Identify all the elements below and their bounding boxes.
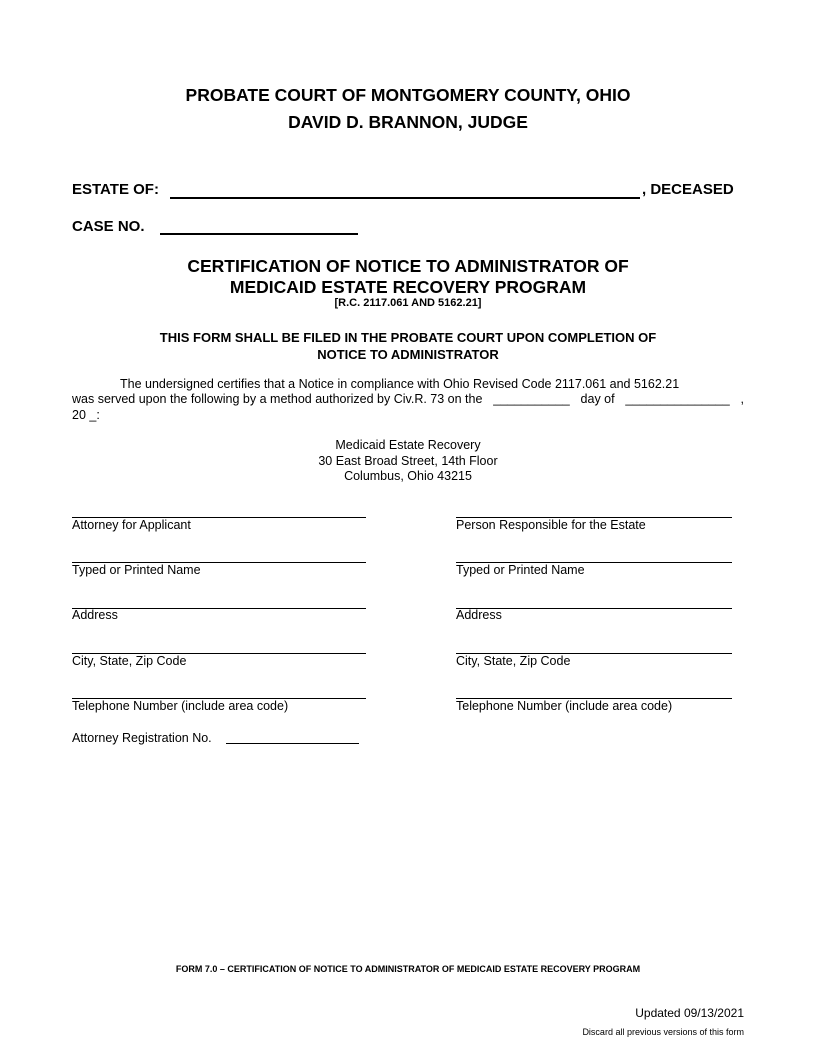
- year-field[interactable]: 20 _:: [72, 408, 100, 422]
- attorney-phone-label: Telephone Number (include area code): [72, 699, 289, 713]
- footer-form-title: FORM 7.0 – CERTIFICATION OF NOTICE TO ADMINISTRATOR OF MEDICAID ESTATE RECOVERY PROGRAM: [175, 964, 641, 974]
- recipient-street: 30 East Broad Street, 14th Floor: [318, 454, 498, 468]
- deceased-label: , DECEASED: [642, 181, 734, 198]
- discard-notice: Discard all previous versions of this form: [582, 1027, 744, 1037]
- form-title-line2: MEDICAID ESTATE RECOVERY PROGRAM: [229, 277, 587, 297]
- recipient-city: Columbus, Ohio 43215: [344, 469, 472, 483]
- estate-name-field[interactable]: [170, 197, 640, 199]
- day-of-text: day of: [580, 392, 615, 406]
- filing-instruction-line1: THIS FORM SHALL BE FILED IN THE PROBATE COURT UPON COMPLETION OF: [159, 330, 657, 345]
- responsible-person-address-label: Address: [456, 608, 502, 622]
- case-number-label: CASE NO.: [72, 218, 145, 235]
- estate-label: ESTATE OF:: [72, 181, 159, 198]
- line2-comma: ,: [740, 392, 744, 406]
- attorney-city-label: City, State, Zip Code: [72, 654, 187, 668]
- responsible-person-city-label: City, State, Zip Code: [456, 654, 571, 668]
- case-number-field[interactable]: [160, 233, 358, 235]
- updated-date: Updated 09/13/2021: [635, 1006, 744, 1020]
- attorney-registration-label: Attorney Registration No.: [72, 731, 212, 745]
- responsible-person-signature-label: Person Responsible for the Estate: [456, 518, 646, 532]
- judge-name: DAVID D. BRANNON, JUDGE: [288, 112, 528, 132]
- day-blank[interactable]: ___________: [493, 392, 570, 406]
- attorney-signature-label: Attorney for Applicant: [72, 518, 191, 532]
- attorney-name-label: Typed or Printed Name: [72, 563, 201, 577]
- certification-line2-text: was served upon the following by a method authorized by Civ.R. 73 on the: [72, 392, 483, 406]
- recipient-name: Medicaid Estate Recovery: [335, 438, 481, 452]
- certification-line2: [72, 392, 744, 407]
- certification-paragraph: [72, 377, 744, 392]
- filing-instruction-line2: NOTICE TO ADMINISTRATOR: [317, 347, 499, 362]
- month-blank[interactable]: _______________: [625, 392, 730, 406]
- form-title-line1: CERTIFICATION OF NOTICE TO ADMINISTRATOR OF: [187, 256, 629, 276]
- court-name: PROBATE COURT OF MONTGOMERY COUNTY, OHIO: [185, 85, 631, 105]
- attorney-registration-field[interactable]: [226, 743, 359, 744]
- responsible-person-phone-label: Telephone Number (include area code): [456, 699, 673, 713]
- statute-citation: [R.C. 2117.061 AND 5162.21]: [334, 297, 482, 309]
- certification-line1: The undersigned certifies that a Notice in compliance with Ohio Revised Code 2117.061 and 5162.21: [120, 377, 680, 391]
- attorney-address-label: Address: [72, 608, 118, 622]
- responsible-person-name-label: Typed or Printed Name: [456, 563, 585, 577]
